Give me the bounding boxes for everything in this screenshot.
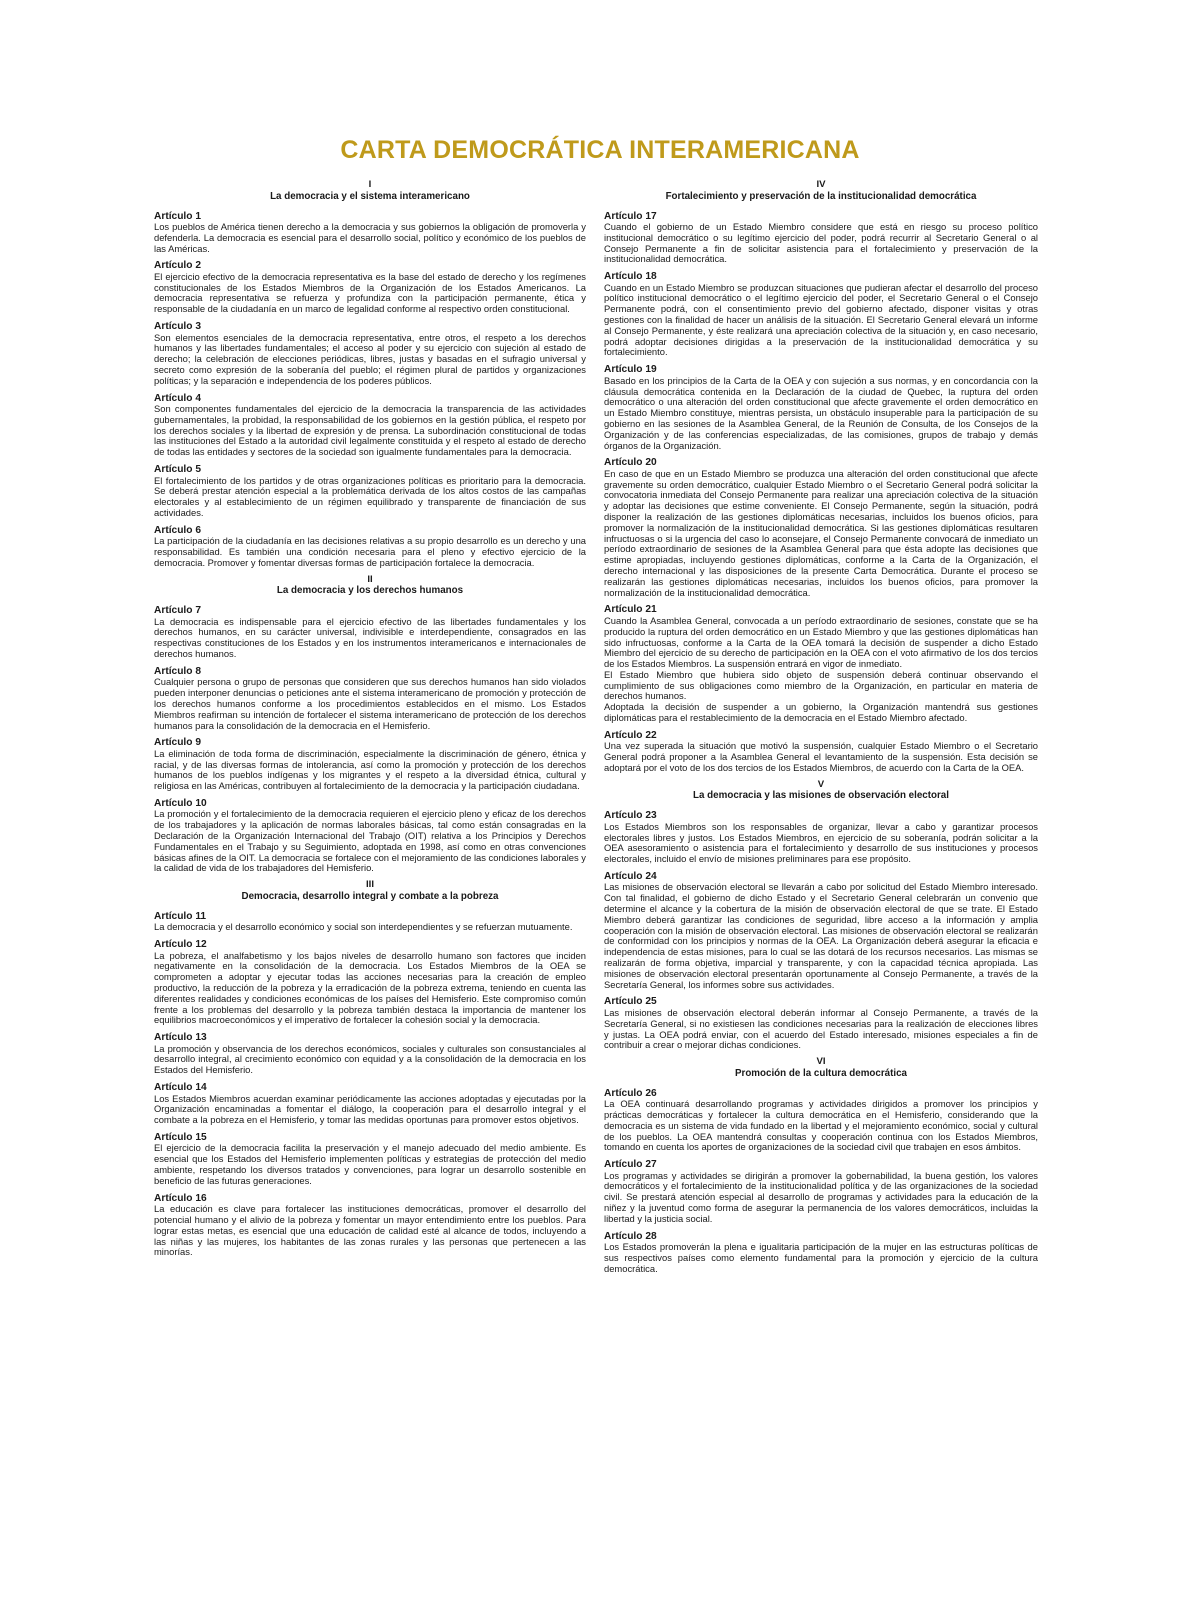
article-title: Artículo 21 bbox=[604, 604, 657, 616]
article bbox=[604, 810, 1038, 865]
article-body bbox=[154, 222, 586, 254]
article bbox=[154, 798, 586, 874]
article bbox=[154, 1082, 586, 1126]
article bbox=[154, 1132, 586, 1187]
article-paragraph: Cuando en un Estado Miembro se produzcan situaciones que pudieran afectar el desarrollo del proceso político institucional democrático o el legítimo ejercicio del poder, el Secretario General o el Consejo Permanente podrá, con el consentimiento previo del gobierno afectado, disponer visitas y otras gestiones con la finalidad de hacer un análisis de la situación. El Secretario General elevará un informe al Consejo Permanente, y éste realizará una apreciación colectiva de la situación y, en caso necesario, podrá adoptar decisiones dirigidas a la preservación de la institucionalidad democrática y su fortalecimiento. bbox=[604, 281, 1038, 358]
article-title: Artículo 28 bbox=[604, 1230, 657, 1242]
article-body bbox=[604, 283, 1038, 359]
article-body bbox=[604, 741, 1038, 773]
article-paragraph: Los programas y actividades se dirigirán a promover la gobernabilidad, la buena gestión, los valores democráticos y el fortalecimiento de la institucionalidad política y de las organizaciones de la sociedad civil. Se prestará atención especial al desarrollo de programas y actividades para la educación de la niñez y la juventud como forma de asegurar la permanencia de los valores democráticos, incluidas la libertad y la justicia social. bbox=[604, 1169, 1038, 1224]
article-body bbox=[604, 822, 1038, 865]
article-title: Artículo 24 bbox=[604, 870, 657, 882]
article-title: Artículo 20 bbox=[604, 457, 657, 469]
article-paragraph: Las misiones de observación electoral se llevarán a cabo por solicitud del Estado Miembro interesado. Con tal finalidad, el gobierno de dicho Estado y el Secretario General celebrarán un convenio que determine el alcance y la cobertura de la misión de observación electoral de que se trate. El Estado Miembro deberá garantizar las condiciones de seguridad, libre acceso a la información y amplia cooperación con la misión de observación electoral. Las misiones de observación electoral se realizarán de conformidad con los principios y normas de la OEA. La Organización deberá asegurar la eficacia e independencia de estas misiones, para lo cual se las dotará de los recursos necesarios. Las mismas se realizarán de forma objetiva, imparcial y transparente, y con la capacidad técnica apropiada. Las misiones de observación electoral presentarán oportunamente al Consejo Permanente, a través de la Secretaría General, los informes sobre sus actividades. bbox=[604, 881, 1038, 990]
article-body bbox=[604, 469, 1038, 599]
article bbox=[604, 996, 1038, 1051]
article-body bbox=[604, 1242, 1038, 1274]
article-body bbox=[604, 1171, 1038, 1225]
article-title: Artículo 1 bbox=[154, 210, 201, 222]
article-paragraph: Los pueblos de América tienen derecho a la democracia y sus gobiernos la obligación de promoverla y defenderla. La democracia es esencial para el desarrollo social, político y económico de los pueblos de las Américas. bbox=[154, 221, 586, 254]
article-body bbox=[154, 617, 586, 660]
article-paragraph: El Estado Miembro que hubiera sido objeto de suspensión deberá continuar observando el cumplimiento de sus obligaciones como miembro de la Organización, en particular en materia de derechos humanos. bbox=[604, 668, 1038, 702]
article-paragraph: El fortalecimiento de los partidos y de otras organizaciones políticas es prioritario para la democracia. Se deberá prestar atención especial a la problemática derivada de los altos costos de las campañas electorales y al establecimiento de un régimen equilibrado y transparente de financiación de sus actividades. bbox=[154, 474, 586, 518]
chapter-number: II bbox=[367, 573, 373, 585]
article-paragraph: Cuando la Asamblea General, convocada a un período extraordinario de sesiones, constate que se ha producido la ruptura del orden democrático en un Estado Miembro y que las gestiones diplomáticas han sido infructuosas, conforme a la Carta de la OEA tomará la decisión de suspender a dicho Estado Miembro del ejercicio de su derecho de participación en la OEA con el voto afirmativo de los dos tercios de los Estados Miembros. La suspensión entrará en vigor de inmediato. bbox=[604, 614, 1038, 670]
article-paragraph: Una vez superada la situación que motivó la suspensión, cualquier Estado Miembro o el Secretario General podrá proponer a la Asamblea General el levantamiento de la suspensión. Esta decisión se adoptará por el voto de los dos tercios de los Estados Miembros, de acuerdo con la Carta de la OEA. bbox=[604, 740, 1038, 773]
chapter-number: V bbox=[817, 778, 825, 790]
article-paragraph: Los Estados Miembros son los responsables de organizar, llevar a cabo y garantizar procesos electorales libres y justos. Los Estados Miembros, en ejercicio de su soberanía, podrán solicitar a la OEA asesoramiento o asistencia para el fortalecimiento y desarrollo de sus instituciones y procesos electorales, incluido el envío de misiones preliminares para ese propósito. bbox=[604, 820, 1038, 865]
article bbox=[604, 457, 1038, 598]
article-body bbox=[154, 333, 586, 387]
article-title: Artículo 25 bbox=[604, 996, 657, 1008]
article-title: Artículo 16 bbox=[154, 1192, 207, 1204]
article-body bbox=[604, 376, 1038, 452]
article-body bbox=[154, 1044, 586, 1076]
chapter-title: La democracia y las misiones de observación electoral bbox=[693, 790, 949, 802]
article-title: Artículo 8 bbox=[154, 665, 201, 677]
article-title: Artículo 3 bbox=[154, 321, 201, 333]
article-paragraph: La OEA continuará desarrollando programas y actividades dirigidos a promover los principios y prácticas democráticas y fortalecer la cultura democrática en el Hemisferio, considerando que la democracia es un sistema de vida fundado en la libertad y el mejoramiento económico, social y cultural de los pueblos. La OEA mantendrá consultas y cooperación continua con los Estados Miembros, tomando en cuenta los aportes de organizaciones de la sociedad civil que trabajen en esos ámbitos. bbox=[604, 1098, 1038, 1153]
chapter-number: I bbox=[368, 179, 372, 190]
article-body bbox=[154, 536, 586, 568]
article-paragraph: La eliminación de toda forma de discriminación, especialmente la discriminación de género, étnica y racial, y de las diversas formas de intolerancia, así como la promoción y protección de los derechos humanos de los pueblos indígenas y los migrantes y el respeto a la diversidad étnica, cultural y religiosa en las Américas, contribuyen al fortalecimiento de la democracia y la participación ciudadana. bbox=[154, 747, 586, 792]
article-body bbox=[154, 404, 586, 458]
article-paragraph: Cualquier persona o grupo de personas que consideren que sus derechos humanos han sido violados pueden interponer denuncias o peticiones ante el sistema interamericano de promoción y protección de los derechos humanos conforme a los procedimientos establecidos en el mismo. Los Estados Miembros reafirman su intención de fortalecer el sistema interamericano de protección de los derechos humanos para la consolidación de la democracia en el Hemisferio. bbox=[154, 676, 586, 731]
article bbox=[604, 1088, 1038, 1153]
article-title: Artículo 19 bbox=[604, 364, 657, 376]
chapter-heading bbox=[154, 575, 586, 597]
chapter-title: La democracia y el sistema interamericano bbox=[270, 190, 470, 202]
chapter-heading bbox=[604, 180, 1038, 202]
chapter-heading bbox=[604, 1057, 1038, 1079]
article-paragraph: La educación es clave para fortalecer las instituciones democráticas, promover el desarrollo del potencial humano y el alivio de la pobreza y fomentar un mayor entendimiento entre los pueblos. Para lograr estas metas, es esencial que una educación de calidad esté al alcance de todos, incluyendo a las niñas y las mujeres, los habitantes de las zonas rurales y las personas que pertenecen a las minorías. bbox=[154, 1203, 586, 1258]
article-paragraph: Los Estados promoverán la plena e igualitaria participación de la mujer en las estructuras políticas de sus respectivos países como elemento fundamental para la promoción y ejercicio de la cultura democrática. bbox=[604, 1241, 1038, 1274]
article-title: Artículo 12 bbox=[154, 939, 207, 951]
article-title: Artículo 10 bbox=[154, 797, 207, 809]
article-title: Artículo 11 bbox=[154, 910, 207, 922]
article-body bbox=[154, 476, 586, 519]
article bbox=[604, 211, 1038, 266]
article-title: Artículo 23 bbox=[604, 810, 657, 822]
article-paragraph: Basado en los principios de la Carta de la OEA y con sujeción a sus normas, y en concordancia con la cláusula democrática contenida en la Declaración de la ciudad de Quebec, la ruptura del orden democrático o una alteración del orden constitucional que afecte gravemente el orden democrático en un Estado Miembro constituye, mientras persista, un obstáculo insuperable para la participación de su gobierno en las sesiones de la Asamblea General, de la Reunión de Consulta, de los Consejos de la Organización y de las conferencias especializadas, de las comisiones, grupos de trabajo y demás órganos de la Organización. bbox=[604, 374, 1038, 451]
article bbox=[154, 464, 586, 519]
article bbox=[154, 321, 586, 386]
article bbox=[154, 1032, 586, 1076]
article bbox=[604, 364, 1038, 451]
article bbox=[154, 911, 586, 933]
chapter-heading bbox=[604, 780, 1038, 802]
article bbox=[154, 393, 586, 458]
chapter-heading bbox=[154, 880, 586, 902]
article-title: Artículo 7 bbox=[154, 605, 201, 617]
article-body bbox=[154, 1094, 586, 1126]
article bbox=[154, 1193, 586, 1258]
chapter-number: VI bbox=[816, 1056, 826, 1068]
article-title: Artículo 14 bbox=[154, 1082, 207, 1094]
article bbox=[154, 260, 586, 315]
article-body bbox=[604, 616, 1038, 724]
article-body bbox=[154, 677, 586, 731]
article-body bbox=[154, 1204, 586, 1258]
article-body bbox=[604, 882, 1038, 990]
right-column bbox=[604, 180, 1038, 1280]
article-paragraph: En caso de que en un Estado Miembro se produzca una alteración del orden constitucional que afecte gravemente su orden democrático, cualquier Estado Miembro o el Secretario General podrá solicitar la convocatoria inmediata del Consejo Permanente para realizar una apreciación colectiva de la situación y adoptar las decisiones que estime conveniente. El Consejo Permanente, según la situación, podrá disponer la realización de las gestiones diplomáticas necesarias, incluidos los buenos oficios, para promover la normalización de la institucionalidad democrática. Si las gestiones diplomáticas resultaren infructuosas o si la urgencia del caso lo aconsejare, el Consejo Permanente convocará de inmediato un período extraordinario de sesiones de la Asamblea General para que ésta adopte las decisiones que estime apropiadas, incluyendo gestiones diplomáticas, conforme a la Carta de la Organización, el derecho internacional y las disposiciones de la presente Carta Democrática. Durante el proceso se realizarán las gestiones diplomáticas necesarias, incluidos los buenos oficios, para promover la normalización de la institucionalidad democrática. bbox=[604, 467, 1038, 598]
article bbox=[604, 730, 1038, 774]
article-paragraph: Son elementos esenciales de la democracia representativa, entre otros, el respeto a los derechos humanos y las libertades fundamentales; el acceso al poder y su ejercicio con sujeción al estado de derecho; la celebración de elecciones periódicas, libres, justas y basadas en el sufragio universal y secreto como expresión de la soberanía del pueblo; el régimen plural de partidos y organizaciones políticas; y la separación e independencia de los poderes públicos. bbox=[154, 331, 586, 386]
article-body bbox=[154, 922, 586, 933]
article-body bbox=[604, 222, 1038, 265]
article-title: Artículo 6 bbox=[154, 524, 201, 536]
chapter-title: La democracia y los derechos humanos bbox=[276, 585, 464, 597]
chapter-number: IV bbox=[816, 179, 826, 190]
article bbox=[604, 271, 1038, 358]
article-paragraph: Cuando el gobierno de un Estado Miembro considere que está en riesgo su proceso político institucional democrático o su legítimo ejercicio del poder, podrá recurrir al Secretario General o al Consejo Permanente a fin de solicitar asistencia para el fortalecimiento y preservación de la institucionalidad democrática. bbox=[604, 221, 1038, 265]
article-body bbox=[154, 272, 586, 315]
article bbox=[604, 1159, 1038, 1224]
article bbox=[154, 666, 586, 731]
article-title: Artículo 4 bbox=[154, 392, 201, 404]
article-body bbox=[604, 1099, 1038, 1153]
article bbox=[154, 605, 586, 660]
article-title: Artículo 15 bbox=[154, 1131, 207, 1143]
article bbox=[604, 1231, 1038, 1275]
chapter-title: Promoción de la cultura democrática bbox=[734, 1067, 908, 1079]
chapter-title: Fortalecimiento y preservación de la institucionalidad democrática bbox=[665, 190, 977, 202]
article-title: Artículo 22 bbox=[604, 729, 657, 741]
article bbox=[154, 737, 586, 792]
document-title: CARTA DEMOCRÁTICA INTERAMERICANA bbox=[340, 136, 860, 164]
chapter-number: III bbox=[366, 879, 374, 891]
article-body bbox=[154, 1143, 586, 1186]
article-paragraph: Los Estados Miembros acuerdan examinar periódicamente las acciones adoptadas y ejecutadas por la Organización encaminadas a fomentar el diálogo, la cooperación para el desarrollo integral y el combate a la pobreza en el Hemisferio, y tomar las medidas oportunas para promover estos objetivos. bbox=[154, 1092, 586, 1126]
article-paragraph: La promoción y el fortalecimiento de la democracia requieren el ejercicio pleno y eficaz de los derechos de los trabajadores y la aplicación de normas laborales básicas, tal como están consagradas en la Declaración de la Organización Internacional del Trabajo (OIT) relativa a los Principios y Derechos Fundamentales en el Trabajo y su Seguimiento, adoptada en 1998, así como en otras convenciones básicas afines de la OIT. La democracia se fortalece con el mejoramiento de las condiciones laborales y la calidad de vida de los trabajadores del Hemisferio. bbox=[154, 808, 586, 874]
article-paragraph: La pobreza, el analfabetismo y los bajos niveles de desarrollo humano son factores que inciden negativamente en la consolidación de la democracia. Los Estados Miembros de la OEA se comprometen a adoptar y ejecutar todas las acciones necesarias para la creación de empleo productivo, la reducción de la pobreza y la erradicación de la pobreza extrema, teniendo en cuenta las diferentes realidades y condiciones económicas de los países del Hemisferio. Este compromiso común frente a los problemas del desarrollo y la pobreza también destaca la importancia de mantener los equilibrios macroeconómicos y el imperativo de fortalecer la cohesión social y la democracia. bbox=[154, 949, 586, 1026]
chapter-heading bbox=[154, 180, 586, 202]
article-title: Artículo 26 bbox=[604, 1087, 657, 1099]
chapter-title: Democracia, desarrollo integral y combate a la pobreza bbox=[241, 890, 499, 902]
article bbox=[154, 211, 586, 255]
article-body bbox=[154, 749, 586, 792]
article-paragraph: El ejercicio de la democracia facilita la preservación y el manejo adecuado del medio ambiente. Es esencial que los Estados del Hemisferio implementen políticas y estrategias de protección del medio ambiente, respetando los diversos tratados y convenciones, para lograr un desarrollo sostenible en beneficio de las futuras generaciones. bbox=[154, 1142, 586, 1186]
article-body bbox=[604, 1008, 1038, 1051]
article bbox=[154, 525, 586, 569]
article bbox=[604, 871, 1038, 990]
article-title: Artículo 13 bbox=[154, 1032, 207, 1044]
article-title: Artículo 9 bbox=[154, 737, 201, 749]
article-title: Artículo 18 bbox=[604, 271, 657, 283]
article-paragraph: Son componentes fundamentales del ejercicio de la democracia la transparencia de las actividades gubernamentales, la probidad, la responsabilidad de los gobiernos en la gestión pública, el respeto por los derechos sociales y la libertad de expresión y de prensa. La subordinación constitucional de todas las instituciones del Estado a la autoridad civil legalmente constituida y el respeto al estado de derecho de todas las entidades y sectores de la sociedad son igualmente fundamentales para la democracia. bbox=[154, 403, 586, 458]
article-title: Artículo 5 bbox=[154, 464, 201, 476]
article-body bbox=[154, 809, 586, 874]
article-title: Artículo 17 bbox=[604, 210, 657, 222]
article-paragraph: Adoptada la decisión de suspender a un gobierno, la Organización mantendrá sus gestiones diplomáticas para el restablecimiento de la democracia en el Estado Miembro afectado. bbox=[604, 701, 1038, 724]
article-title: Artículo 27 bbox=[604, 1159, 657, 1171]
article-paragraph: La participación de la ciudadanía en las decisiones relativas a su propio desarrollo es un derecho y una responsabilidad. Es también una condición necesaria para el pleno y efectivo ejercicio de la democracia. Promover y fomentar diversas formas de participación fortalece la democracia. bbox=[154, 535, 586, 568]
article-paragraph: El ejercicio efectivo de la democracia representativa es la base del estado de derecho y los regímenes constitucionales de los Estados Miembros de la Organización de los Estados Americanos. La democracia representativa se refuerza y profundiza con la participación permanente, ética y responsable de la ciudadanía en un marco de legalidad conforme al respectivo orden constitucional. bbox=[154, 270, 586, 315]
article-body bbox=[154, 951, 586, 1027]
article-paragraph: La democracia y el desarrollo económico y social son interdependientes y se refuerzan mutuamente. bbox=[154, 921, 573, 933]
left-column bbox=[154, 180, 586, 1264]
article-paragraph: La democracia es indispensable para el ejercicio efectivo de las libertades fundamentales y los derechos humanos, en su carácter universal, indivisible e interdependiente, consagrados en las respectivas constituciones de los Estados y en los instrumentos interamericanos e internacionales de derechos humanos. bbox=[154, 615, 586, 660]
article-paragraph: La promoción y observancia de los derechos económicos, sociales y culturales son consustanciales al desarrollo integral, al crecimiento económico con equidad y a la consolidación de la democracia en los Estados del Hemisferio. bbox=[154, 1042, 586, 1076]
article-paragraph: Las misiones de observación electoral deberán informar al Consejo Permanente, a través de la Secretaría General, si no existiesen las condiciones necesarias para la realización de elecciones libres y justas. La OEA podrá enviar, con el acuerdo del Estado interesado, misiones especiales a fin de contribuir a crear o mejorar dichas condiciones. bbox=[604, 1006, 1038, 1051]
article bbox=[154, 939, 586, 1026]
article bbox=[604, 604, 1038, 723]
article-title: Artículo 2 bbox=[154, 260, 201, 272]
